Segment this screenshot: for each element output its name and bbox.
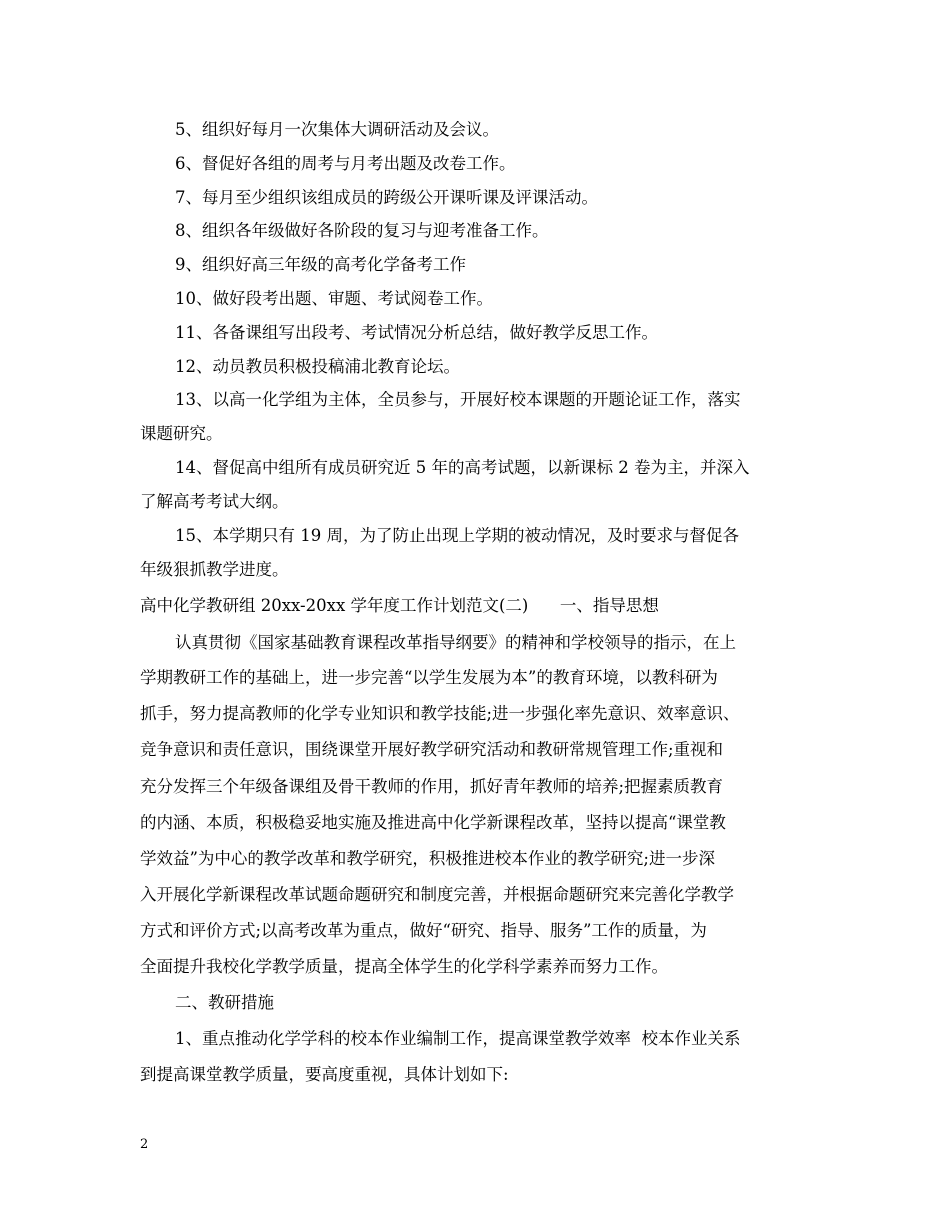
list-item-9: 9、组织好高三年级的高考化学备考工作	[175, 255, 466, 274]
page-number: 2	[140, 1137, 149, 1152]
paragraph-line: 认真贯彻《国家基础教育课程改革指导纲要》的精神和学校领导的指示，在上	[175, 633, 736, 652]
paragraph-line: 抓手，努力提高教师的化学专业知识和教学技能;进一步强化率先意识、效率意识、	[140, 704, 740, 723]
list-item-15: 15、本学期只有 19 周，为了防止出现上学期的被动情况，及时要求与督促各	[175, 526, 739, 545]
list-item-12: 12、动员教员积极投稿浦北教育论坛。	[175, 357, 460, 376]
paragraph-line: 充分发挥三个年级备课组及骨干教师的作用，抓好青年教师的培养;把握素质教育	[140, 777, 724, 796]
list-item-11: 11、各备课组写出段考、考试情况分析总结，做好教学反思工作。	[175, 323, 658, 342]
measure-item-1: 1、重点推动化学学科的校本作业编制工作，提高课堂教学效率 校本作业关系	[175, 1029, 741, 1048]
list-item-5: 5、组织好每月一次集体大调研活动及会议。	[175, 120, 499, 139]
list-item-14-continued: 了解高考考试大纲。	[140, 492, 289, 511]
measure-item-1-continued: 到提高课堂教学质量，要高度重视，具体计划如下:	[140, 1065, 509, 1084]
section-heading-guiding-thought: 高中化学教研组 20xx-20xx 学年度工作计划范文(二) 一、指导思想	[140, 596, 659, 615]
paragraph-line: 竞争意识和责任意识，围绕课堂开展好教学研究活动和教研常规管理工作;重视和	[140, 740, 724, 759]
list-item-15-continued: 年级狠抓教学进度。	[140, 560, 289, 579]
paragraph-line: 的内涵、本质，积极稳妥地实施及推进高中化学新课程改革，坚持以提高“课堂教	[140, 813, 726, 832]
paragraph-line: 方式和评价方式;以高考改革为重点，做好“研究、指导、服务”工作的质量，为	[140, 921, 707, 940]
list-item-7: 7、每月至少组织该组成员的跨级公开课听课及评课活动。	[175, 188, 598, 207]
paragraph-line: 学效益”为中心的教学改革和教学研究，积极推进校本作业的教学研究;进一步深	[140, 849, 715, 868]
paragraph-line: 学期教研工作的基础上，进一步完善“以学生发展为本”的教育环境，以教科研为	[140, 668, 718, 687]
paragraph-line: 全面提升我校化学教学质量，提高全体学生的化学科学素养而努力工作。	[140, 957, 668, 976]
list-item-13-continued: 课题研究。	[140, 424, 223, 443]
section-heading-measures: 二、教研措施	[175, 993, 274, 1012]
paragraph-line: 入开展化学新课程改革试题命题研究和制度完善，并根据命题研究来完善化学教学	[140, 885, 734, 904]
list-item-10: 10、做好段考出题、审题、考试阅卷工作。	[175, 289, 493, 308]
list-item-8: 8、组织各年级做好各阶段的复习与迎考准备工作。	[175, 221, 549, 240]
list-item-14: 14、督促高中组所有成员研究近 5 年的高考试题，以新课标 2 卷为主，并深入	[175, 458, 750, 477]
list-item-6: 6、督促好各组的周考与月考出题及改卷工作。	[175, 154, 516, 173]
list-item-13: 13、以高一化学组为主体，全员参与，开展好校本课题的开题论证工作，落实	[175, 390, 741, 409]
